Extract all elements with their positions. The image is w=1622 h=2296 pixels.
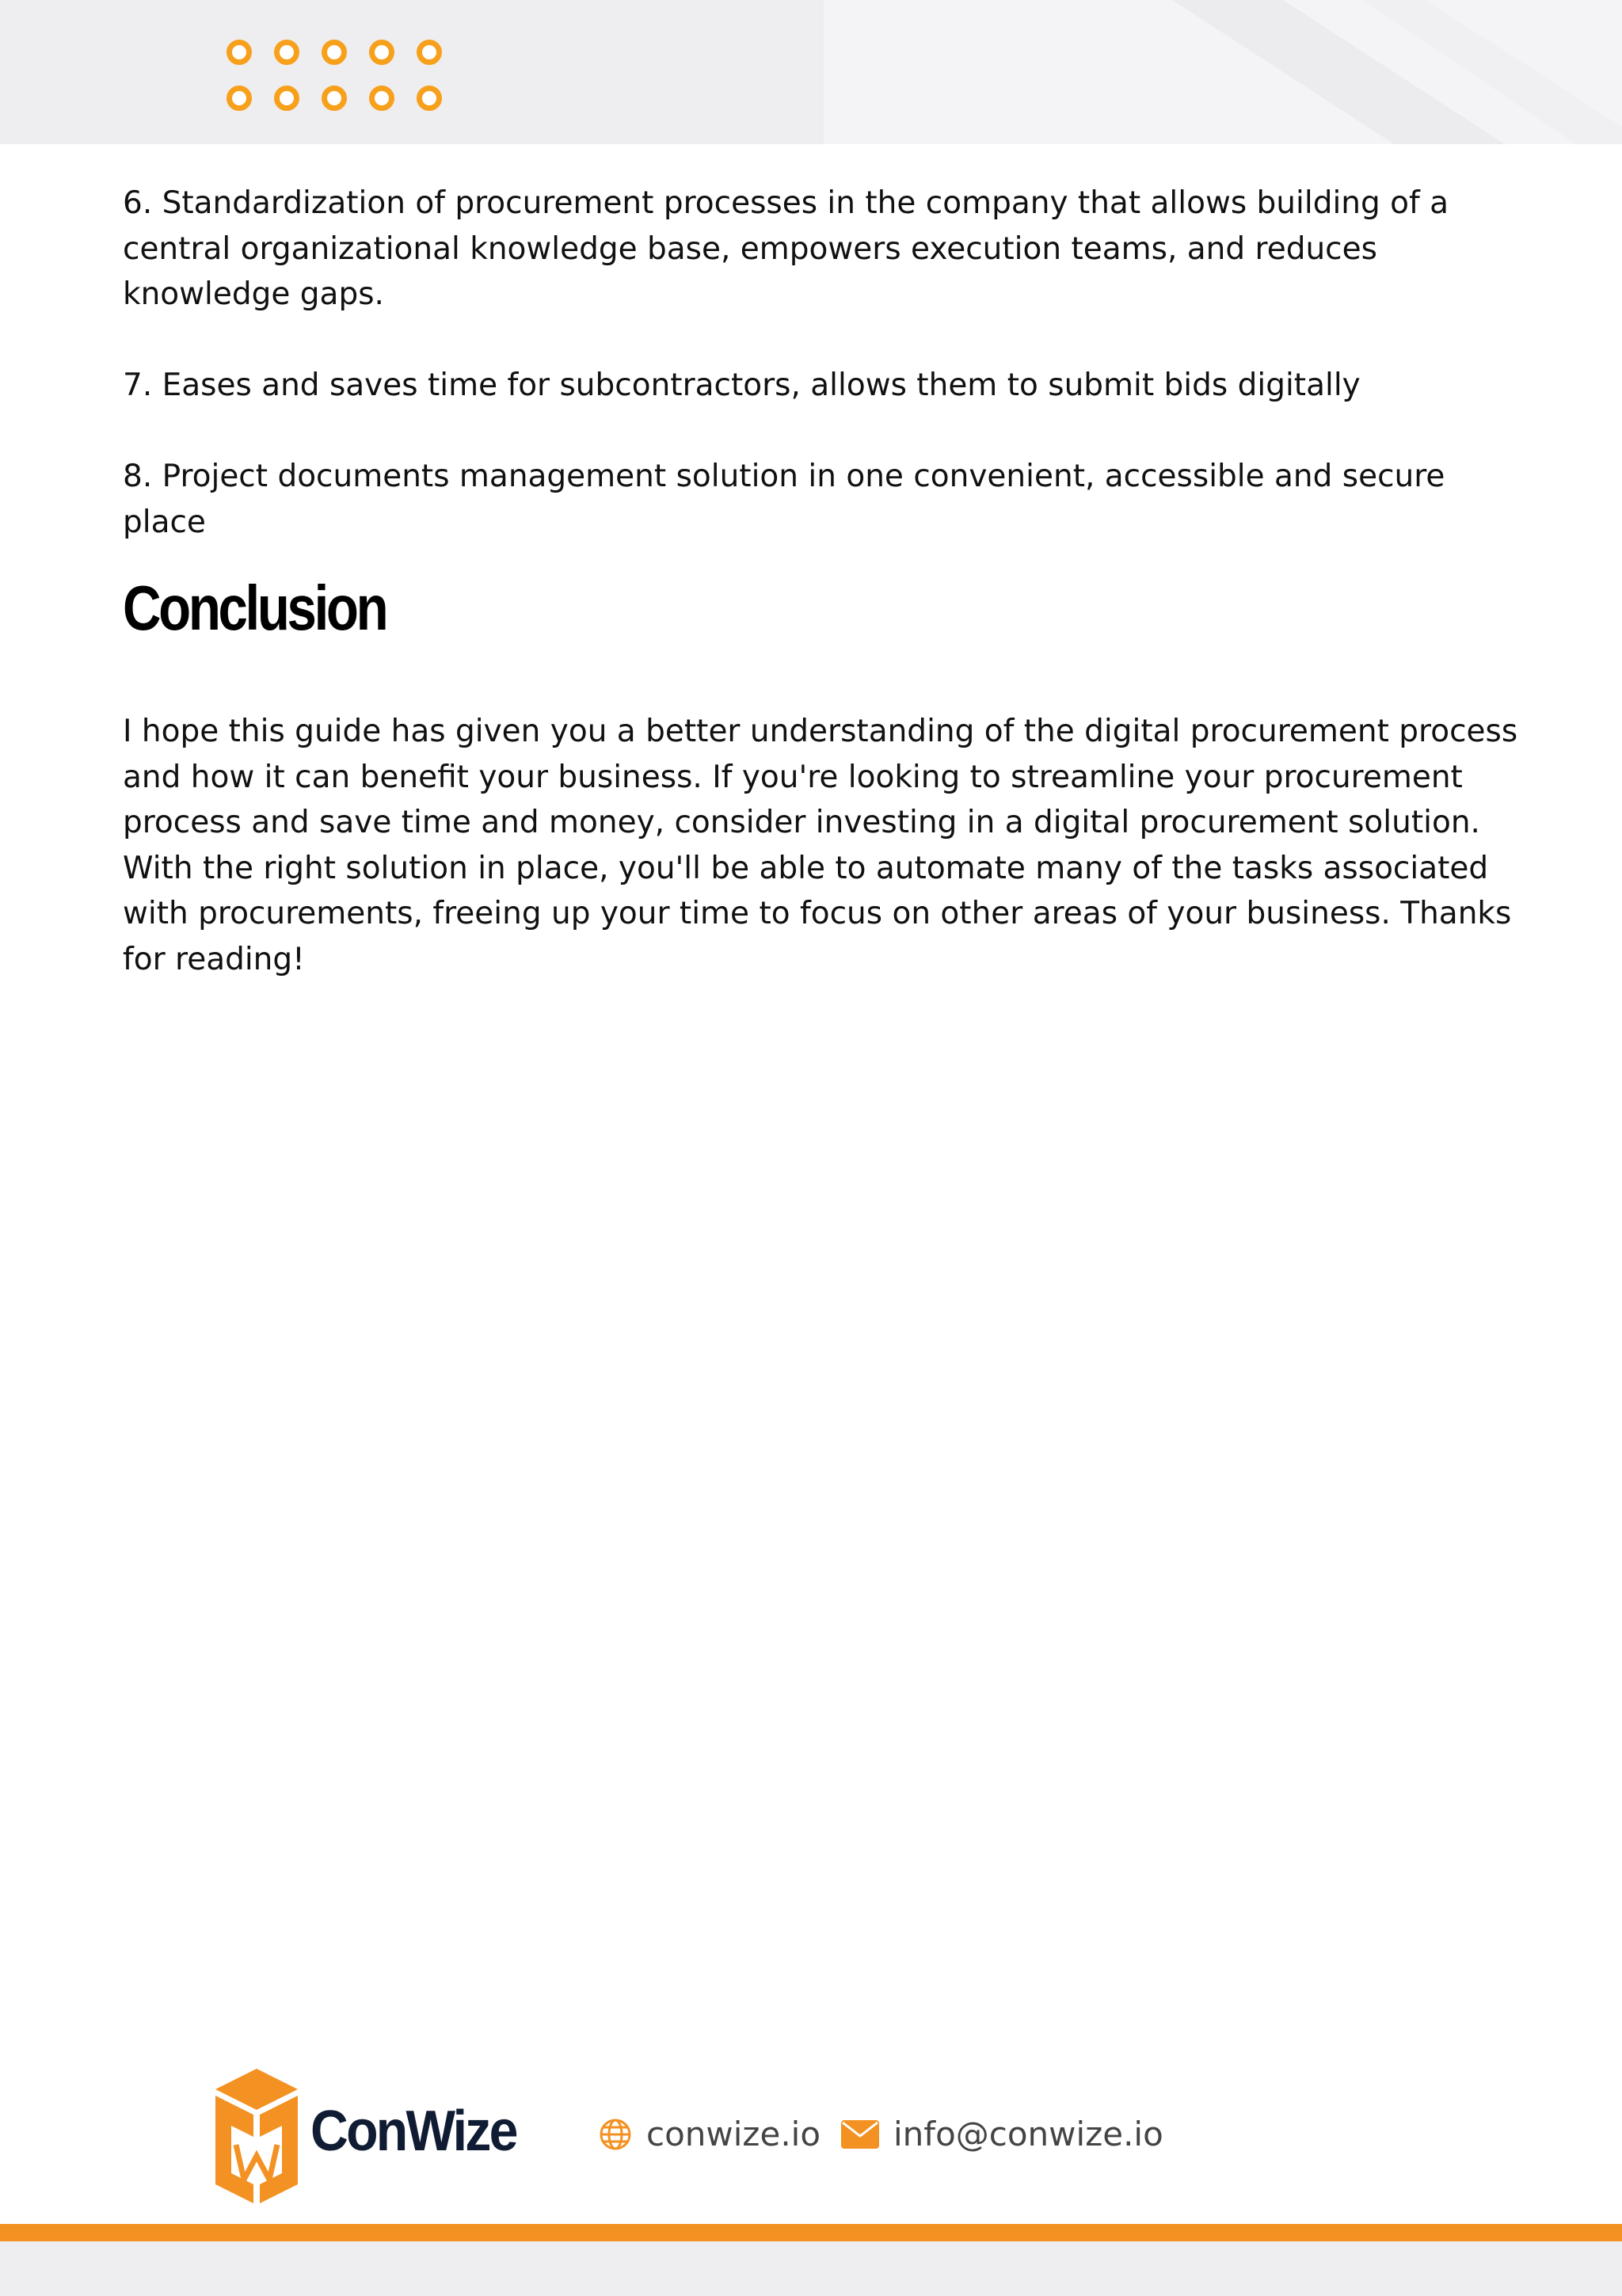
- conwize-logo-icon: [212, 2069, 301, 2205]
- numbered-list: [123, 181, 1533, 591]
- website-text: conwize.io: [646, 2115, 821, 2153]
- list-item: 8. Project documents management solution in one convenient, accessible and secure place: [123, 459, 1445, 540]
- globe-icon: [599, 2118, 632, 2151]
- list-item: 7. Eases and saves time for subcontractors, allows them to submit bids digitally: [123, 367, 1361, 403]
- footer-accent-bar: [0, 2224, 1622, 2241]
- conclusion-body: I hope this guide has given you a better understanding of the digital procurement process and how it can benefit your business. If you're looking to streamline your procurement process and save time and money, consider investing in a digital procurement solution. With the right solution in place, you'll be able to automate many of the tasks associated with procurements, freeing up your time to focus on other areas of your business. Thanks for reading!: [123, 714, 1518, 977]
- decorative-dots: [227, 40, 450, 116]
- website-link[interactable]: [599, 2115, 821, 2153]
- email-link[interactable]: [841, 2115, 1163, 2153]
- envelope-icon: [841, 2120, 879, 2149]
- conclusion-section: [123, 709, 1533, 982]
- conclusion-heading: Conclusion: [123, 573, 386, 643]
- header-band: [0, 0, 1622, 144]
- email-text: info@conwize.io: [893, 2115, 1163, 2153]
- bottom-band: [0, 2241, 1622, 2296]
- brand-name: ConWize: [310, 2100, 516, 2163]
- list-item: 6. Standardization of procurement processes in the company that allows building of a central organizational knowledge base, empowers execution teams, and reduces knowledge gaps.: [123, 185, 1449, 312]
